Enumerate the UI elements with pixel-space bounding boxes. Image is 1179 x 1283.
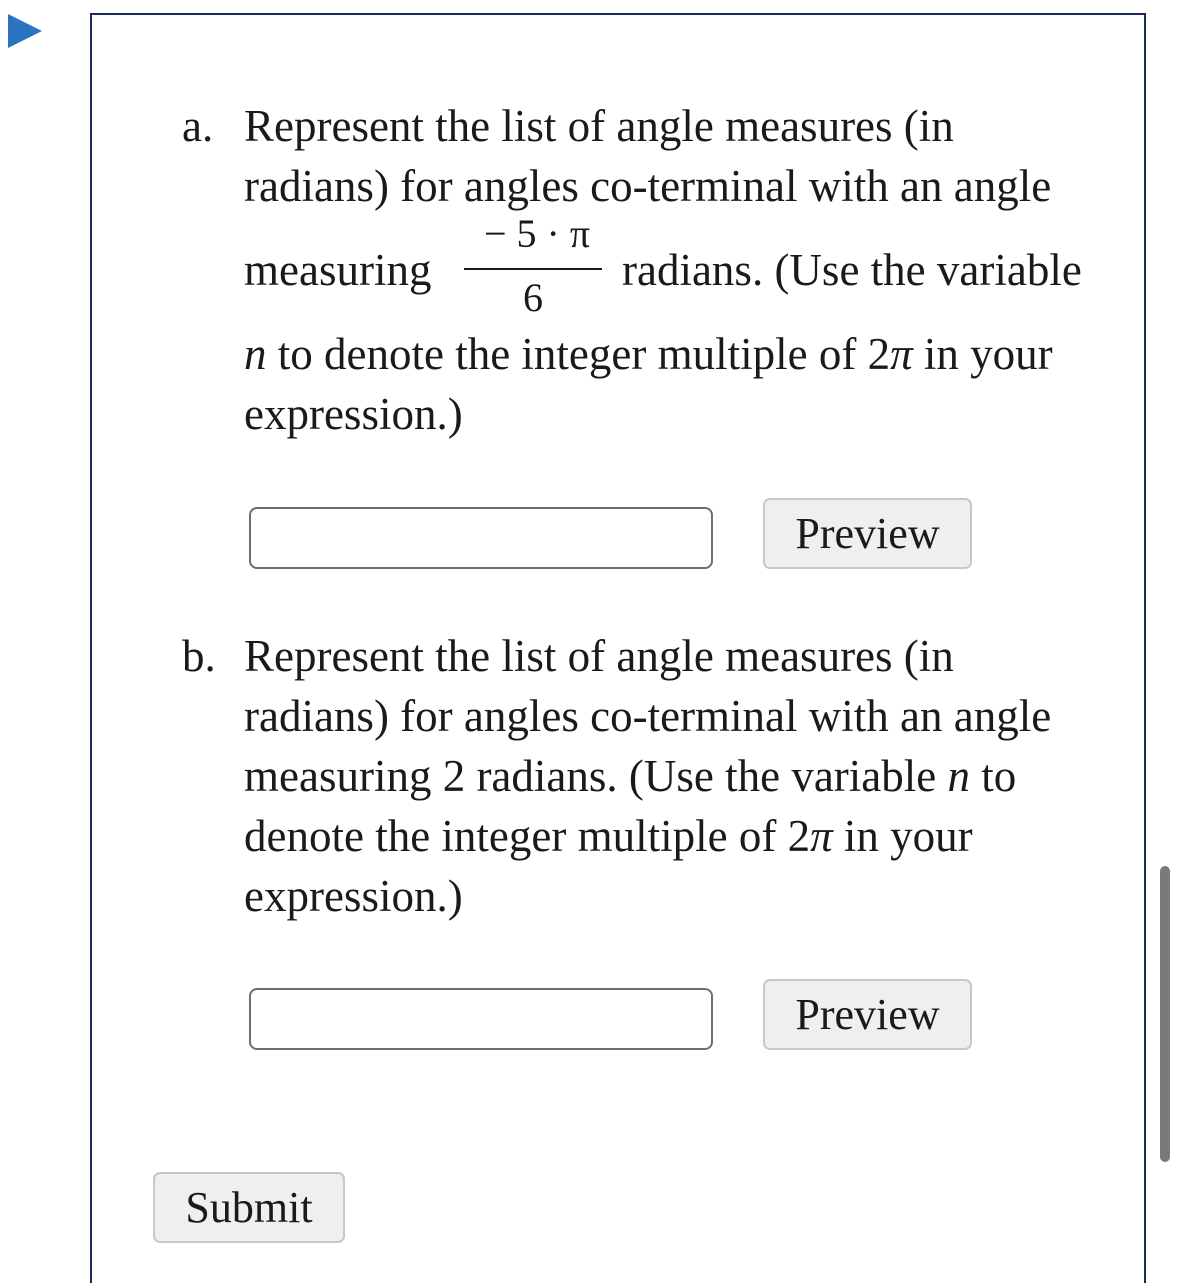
question-a-line-4-end: in your — [912, 329, 1053, 379]
question-b-line-4 — [244, 806, 1124, 866]
fraction-numerator: − 5 · π — [483, 211, 591, 256]
question-b-line-5: expression.) — [244, 871, 463, 921]
question-b-line-3-text: measuring 2 radians. (Use the variable — [244, 751, 948, 801]
question-a-radians-text: radians. (Use the variable — [622, 245, 1082, 295]
submit-button[interactable]: Submit — [153, 1172, 345, 1243]
pi-symbol: π — [810, 811, 833, 861]
scrollbar-thumb[interactable] — [1160, 866, 1170, 1162]
question-a-measuring: measuring — [244, 245, 432, 295]
question-b-text — [244, 626, 1124, 926]
question-b-marker: b. — [182, 631, 216, 681]
question-b — [182, 626, 1122, 926]
question-b-line-1: Represent the list of angle measures (in — [244, 631, 954, 681]
question-a-line-1: Represent the list of angle measures (in — [244, 101, 954, 151]
preview-a-button[interactable]: Preview — [763, 498, 972, 569]
question-b-line-2: radians) for angles co-terminal with an angle — [244, 691, 1052, 741]
answer-b-input[interactable] — [249, 988, 713, 1050]
play-triangle-icon[interactable] — [8, 14, 42, 48]
question-a-line-4 — [244, 324, 1124, 384]
question-b-line-4-end: in your — [832, 811, 973, 861]
question-a-marker: a. — [182, 101, 214, 151]
question-a-line-4-text: to denote the integer multiple of 2 — [266, 329, 891, 379]
pi-symbol: π — [890, 329, 913, 379]
angle-fraction — [464, 211, 602, 324]
fraction-denominator: 6 — [523, 275, 543, 320]
answer-a-input[interactable] — [249, 507, 713, 569]
question-b-line-3-end: to — [970, 751, 1017, 801]
question-a-line-2: radians) for angles co-terminal with an angle — [244, 161, 1052, 211]
question-a-fraction-line — [244, 211, 1124, 324]
question-a — [182, 96, 1122, 456]
question-a-text — [244, 96, 1124, 444]
question-b-line-3 — [244, 746, 1124, 806]
variable-n: n — [947, 751, 970, 801]
variable-n: n — [244, 329, 267, 379]
preview-b-button[interactable]: Preview — [763, 979, 972, 1050]
question-b-line-4-text: denote the integer multiple of 2 — [244, 811, 811, 861]
question-a-line-5: expression.) — [244, 389, 463, 439]
fraction-bar — [464, 268, 602, 270]
